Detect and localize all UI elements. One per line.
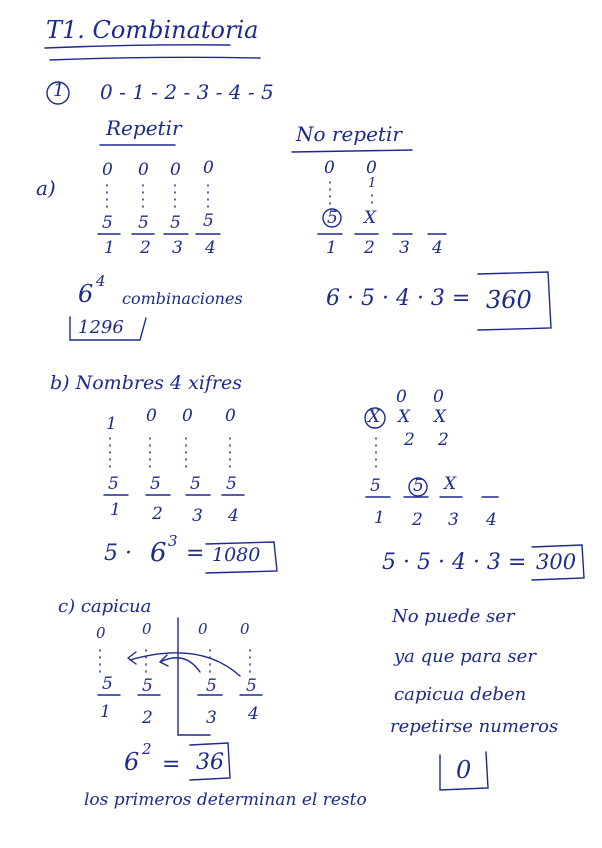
b-norep-bottom: X xyxy=(444,474,457,494)
a-norep-pos: 3 xyxy=(399,238,410,258)
b-rep-pos: 3 xyxy=(192,506,203,526)
b-rep-power-base: 6 xyxy=(150,538,167,568)
c-note-line: No puede ser xyxy=(392,606,515,627)
a-norep-top: 0 xyxy=(366,158,377,178)
b-norep-cross: X xyxy=(368,407,381,427)
b-rep-bottom: 5 xyxy=(108,474,119,494)
a-norep-pos: 4 xyxy=(432,238,443,258)
a-rep-result: 1296 xyxy=(78,317,124,338)
c-eq: = xyxy=(162,752,181,777)
b-norep-top: 0 xyxy=(396,387,407,407)
c-top: 0 xyxy=(142,620,152,638)
title-underline-2 xyxy=(50,57,260,60)
b-norep-cross: X xyxy=(398,407,411,427)
b-rep-first-top: 1 xyxy=(106,414,117,434)
b-norep-result: 300 xyxy=(536,550,577,574)
page-title: T1. Combinatoria xyxy=(46,16,259,44)
c-top: 0 xyxy=(198,620,208,638)
exercise-digits: 0 - 1 - 2 - 3 - 4 - 5 xyxy=(100,80,274,104)
b-norep-pos: 2 xyxy=(412,510,423,530)
b-rep-pos: 1 xyxy=(110,500,121,520)
a-norep-mid: 1 xyxy=(368,176,377,191)
b-norep-pos: 3 xyxy=(448,510,459,530)
a-norep-cross: X xyxy=(364,208,377,228)
exercise-number: 1 xyxy=(53,80,65,101)
a-norep-bottom: 5 xyxy=(327,208,338,228)
c-result: 36 xyxy=(196,750,224,775)
b-rep-bottom: 5 xyxy=(190,474,201,494)
b-norep-cross: X xyxy=(434,407,447,427)
a-norep-calc: 6 · 5 · 4 · 3 = xyxy=(326,286,471,311)
b-rep-eq: = xyxy=(186,541,205,566)
b-rep-calc: 5 · xyxy=(104,541,132,566)
b-norep-bottom: 5 xyxy=(413,476,424,496)
a-rep-bottom: 5 xyxy=(138,213,149,233)
b-norep-two: 2 xyxy=(438,430,449,450)
b-rep-bottom: 5 xyxy=(150,474,161,494)
b-rep-pos: 4 xyxy=(228,506,239,526)
b-rep-top: 0 xyxy=(182,406,193,426)
b-rep-result: 1080 xyxy=(212,544,261,566)
a-rep-top: 0 xyxy=(102,160,113,180)
b-norep-calc: 5 · 5 · 4 · 3 = xyxy=(382,550,527,575)
a-rep-bottom: 5 xyxy=(170,213,181,233)
b-norep-bottom: 5 xyxy=(370,476,381,496)
c-note-line: repetirse numeros xyxy=(390,716,559,737)
a-rep-pos: 1 xyxy=(104,238,115,258)
b-rep-power-exp: 3 xyxy=(168,532,178,550)
a-norep-pos: 2 xyxy=(364,238,375,258)
c-top: 0 xyxy=(240,620,250,638)
c-pos: 4 xyxy=(248,704,259,724)
c-bottom: 5 xyxy=(246,676,257,696)
a-rep-pos: 4 xyxy=(205,238,216,258)
c-pos: 3 xyxy=(206,708,217,728)
a-norep-dots xyxy=(330,182,372,205)
a-rep-pos: 3 xyxy=(172,238,183,258)
c-bottom: 5 xyxy=(102,674,113,694)
b-norep-pos: 1 xyxy=(374,508,385,528)
b-rep-bottom: 5 xyxy=(226,474,237,494)
c-note-line: ya que para ser xyxy=(394,646,536,667)
a-rep-word: combinaciones xyxy=(122,289,243,308)
c-note-result: 0 xyxy=(456,756,472,784)
c-bottom: 5 xyxy=(206,676,217,696)
c-note-line: capicua deben xyxy=(394,684,527,705)
a-rep-power-exp: 4 xyxy=(96,272,106,290)
a-norep-top: 0 xyxy=(324,158,335,178)
a-rep-top: 0 xyxy=(203,158,214,178)
c-pos: 1 xyxy=(100,702,111,722)
b-rep-top: 0 xyxy=(225,406,236,426)
b-rep-top: 0 xyxy=(146,406,157,426)
a-norep-result: 360 xyxy=(486,286,532,314)
a-rep-bottom: 5 xyxy=(203,211,214,231)
a-rep-bottom: 5 xyxy=(102,213,113,233)
b-norep-two: 2 xyxy=(404,430,415,450)
a-rep-pos: 2 xyxy=(140,238,151,258)
c-footer: los primeros determinan el resto xyxy=(84,790,367,810)
b-norep-top: 0 xyxy=(433,387,444,407)
c-bottom: 5 xyxy=(142,676,153,696)
b-norep-pos: 4 xyxy=(486,510,497,530)
title-underline xyxy=(45,45,230,48)
c-top: 0 xyxy=(96,624,106,642)
part-b-label: b) Nombres 4 xifres xyxy=(50,372,243,394)
a-rep-top: 0 xyxy=(170,160,181,180)
c-pos: 2 xyxy=(142,708,153,728)
c-power-exp: 2 xyxy=(142,740,152,758)
a-norep-pos: 1 xyxy=(326,238,337,258)
a-rep-power-base: 6 xyxy=(78,280,94,308)
a-rep-top: 0 xyxy=(138,160,149,180)
b-rep-dots xyxy=(110,438,230,470)
heading-repeat: Repetir xyxy=(106,116,182,140)
heading-no-repeat: No repetir xyxy=(296,122,402,146)
c-power-base: 6 xyxy=(124,748,140,776)
part-a-label: a) xyxy=(36,176,56,200)
no-repeat-underline xyxy=(292,150,412,152)
b-rep-pos: 2 xyxy=(152,504,163,524)
a-rep-dots xyxy=(107,185,208,212)
part-c-label: c) capicua xyxy=(58,596,152,617)
